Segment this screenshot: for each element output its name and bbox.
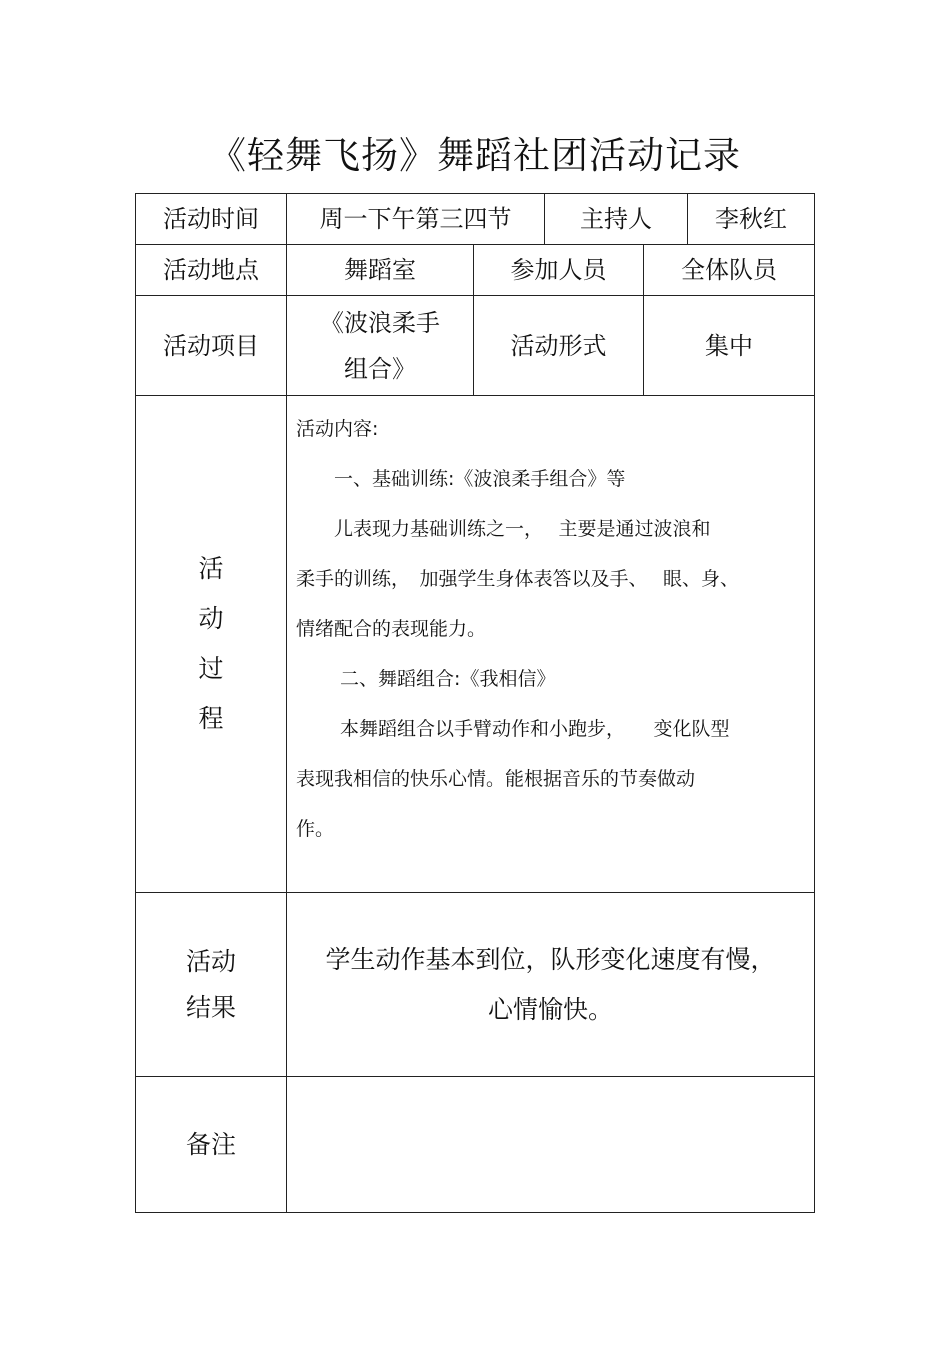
table-row-result xyxy=(136,893,815,1077)
item-value-line-2: 组合》 xyxy=(344,354,416,383)
form-label: 活动形式 xyxy=(474,296,644,396)
form-value: 集中 xyxy=(644,296,815,396)
process-line: 表现我相信的快乐心情。能根据音乐的节奏做动 xyxy=(296,768,696,790)
item-label: 活动项目 xyxy=(136,296,287,396)
result-label-line-1: 活动 xyxy=(185,946,236,976)
process-line: 二、舞蹈组合:《我相信》 xyxy=(296,668,556,690)
remark-label: 备注 xyxy=(136,1077,287,1213)
table-row-time xyxy=(136,194,815,245)
process-label-char: 动 xyxy=(198,604,224,633)
process-label xyxy=(136,396,287,893)
table-row-place xyxy=(136,245,815,296)
result-label xyxy=(136,893,287,1077)
remark-value xyxy=(287,1077,815,1213)
host-value: 李秋红 xyxy=(688,194,815,245)
process-label-char: 程 xyxy=(198,704,224,733)
table-row-item xyxy=(136,296,815,396)
participants-label: 参加人员 xyxy=(474,245,644,296)
process-content xyxy=(287,396,815,893)
process-label-char: 活 xyxy=(198,554,224,583)
result-label-line-2: 结果 xyxy=(185,992,236,1022)
process-line: 作。 xyxy=(296,818,335,840)
process-line: 情绪配合的表现能力。 xyxy=(296,618,487,640)
page-title: 《轻舞飞扬》舞蹈社团活动记录 xyxy=(209,134,741,177)
time-value: 周一下午第三四节 xyxy=(287,194,545,245)
host-label: 主持人 xyxy=(545,194,688,245)
place-value: 舞蹈室 xyxy=(287,245,474,296)
item-value-line-1: 《波浪柔手 xyxy=(320,308,440,337)
process-line: 本舞蹈组合以手臂动作和小跑步， 变化队型 xyxy=(296,718,730,740)
time-label: 活动时间 xyxy=(136,194,287,245)
result-text-line-1: 学生动作基本到位，队形变化速度有慢， xyxy=(325,944,776,974)
place-label: 活动地点 xyxy=(136,245,287,296)
result-text xyxy=(287,893,815,1077)
result-text-line-2: 心情愉快。 xyxy=(487,994,613,1024)
item-value xyxy=(287,296,474,396)
activity-record-table xyxy=(135,193,815,1213)
process-line: 一、基础训练:《波浪柔手组合》等 xyxy=(296,468,626,490)
process-line: 活动内容: xyxy=(296,418,379,440)
process-line: 儿表现力基础训练之一， 主要是通过波浪和 xyxy=(296,518,711,540)
participants-value: 全体队员 xyxy=(644,245,815,296)
process-line: 柔手的训练， 加强学生身体表答以及手、 眼、身、 xyxy=(296,568,740,590)
process-label-char: 过 xyxy=(198,654,224,683)
table-row-remark xyxy=(136,1077,815,1213)
table-row-process xyxy=(136,396,815,893)
